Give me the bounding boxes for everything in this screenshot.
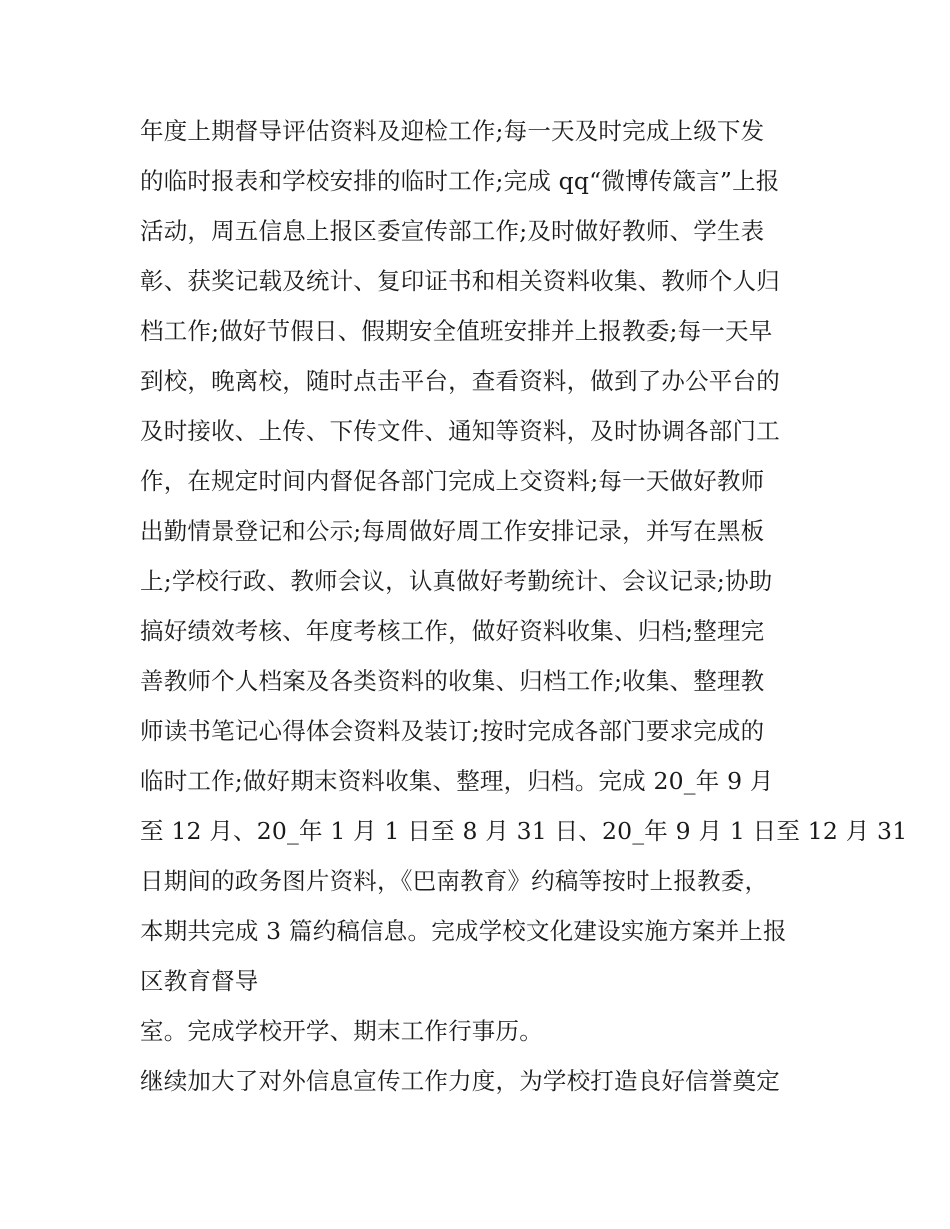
text-line: 善教师个人档案及各类资料的收集、归档工作;收集、整理教 [140,667,765,695]
text-line: 日期间的政务图片资料，《巴南教育》约稿等按时上报教委， [140,867,769,895]
text-line: 活动，周五信息上报区委宣传部工作;及时做好教师、学生表 [140,217,765,245]
text-line: 本期共完成 3 篇约稿信息。完成学校文化建设实施方案并上报 [140,917,787,945]
text-line: 年度上期督导评估资料及迎检工作;每一天及时完成上级下发 [140,117,765,145]
text-line: 临时工作;做好期末资料收集、整理，归档。完成 20_年 9 月 [140,767,774,795]
text-line: 师读书笔记心得体会资料及装订;按时完成各部门要求完成的 [140,717,765,745]
text-line: 档工作;做好节假日、假期安全值班安排并上报教委;每一天早 [140,317,773,345]
text-line: 搞好绩效考核、年度考核工作，做好资料收集、归档;整理完 [140,617,765,645]
text-line: 彰、获奖记载及统计、复印证书和相关资料收集、教师个人归 [140,267,780,295]
text-line: 作，在规定时间内督促各部门完成上交资料;每一天做好教师 [140,467,765,495]
text-line: 室。完成学校开学、期末工作行事历。 [140,1017,543,1045]
text-line: 继续加大了对外信息宣传工作力度，为学校打造良好信誉奠定 [140,1067,780,1095]
text-line: 上;学校行政、教师会议，认真做好考勤统计、会议记录;协助 [140,567,773,595]
text-line: 至 12 月、20_年 1 月 1 日至 8 月 31 日、20_年 9 月 1 日至 12 月 31 [140,817,908,845]
text-line: 出勤情景登记和公示;每周做好周工作安排记录，并写在黑板 [140,517,765,545]
text-line: 的临时报表和学校安排的临时工作;完成 qq“微博传箴言”上报 [140,167,780,195]
text-line: 区教育督导 [140,967,259,995]
text-line: 及时接收、上传、下传文件、通知等资料，及时协调各部门工 [140,417,780,445]
text-line: 到校，晚离校，随时点击平台，查看资料，做到了办公平台的 [140,367,780,395]
